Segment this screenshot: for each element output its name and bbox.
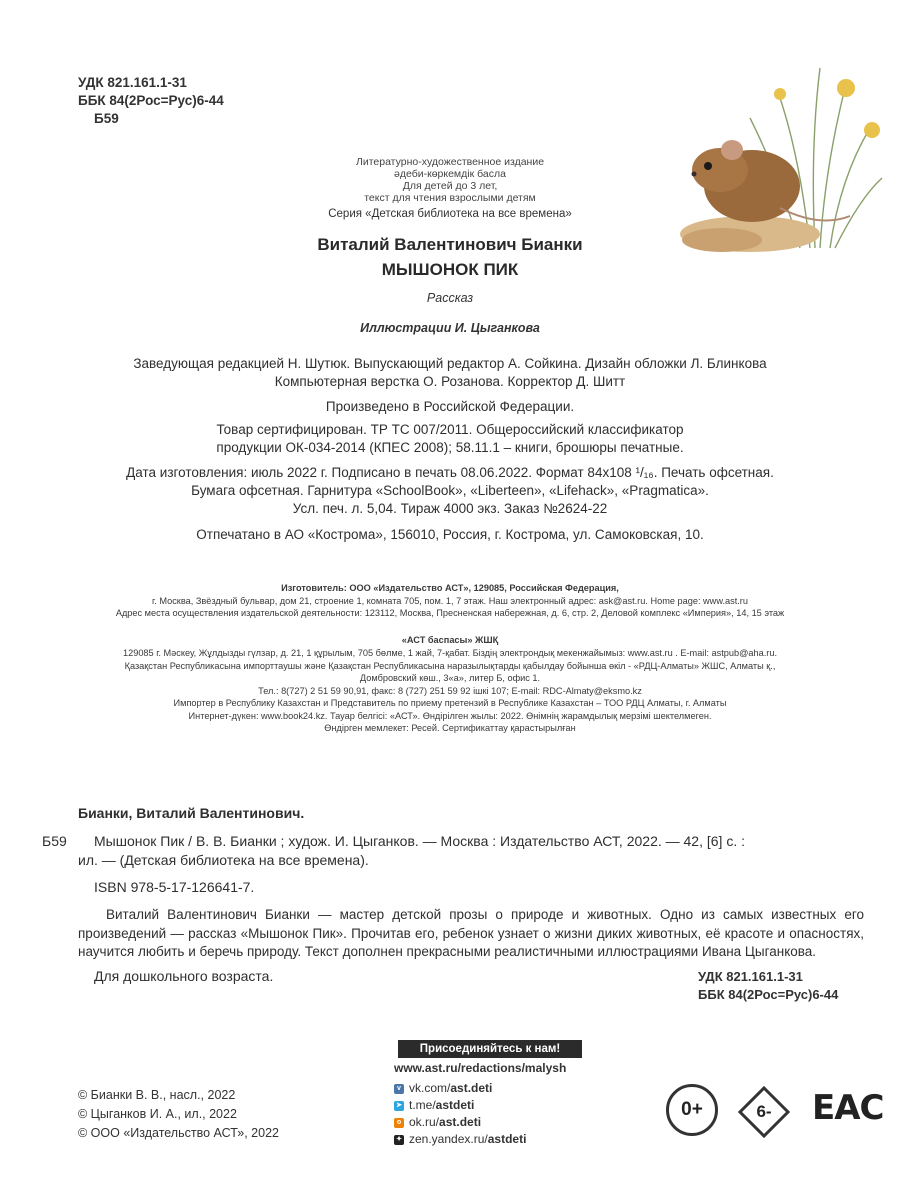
printed-at: Отпечатано в АО «Кострома», 156010, Россия, г. Кострома, ул. Самоковская, 10. [196,527,704,542]
catalog-code: Б59 [42,833,67,849]
book-title: МЫШОНОК ПИК [381,260,519,279]
staff-credits: Заведующая редакцией Н. Шутюк. Выпускающий редактор А. Сойкина. Дизайн обложки Л. Блинкова Компьютерная верстка О. Розанова. Корректор Д. Шитт [133,356,767,389]
copyright-block: © Бианки В. В., насл., 2022 © Цыганков И. А., ил., 2022 © ООО «Издательство АСТ», 2022 [78,1088,279,1140]
manufacturer-info: Изготовитель: ООО «Издательство АСТ», 129085, Российская Федерация, г. Москва, Звёздный бульвар, дом 21, строение 1, комната 705, пом. 1, 7 этаж. Наш электронный адрес: ask@ast.ru. Home page: www.ast.ru Адрес места осуществления издательской деятельности: 123112, Москва, Пресненская набережная, д. 6, стр. 2, Деловой комплекс «Империя», 14, 15 этаж [115,583,785,618]
age-rating-circle: 0+ [666,1084,718,1136]
bbk-code: ББК 84(2Рос=Рус)6-44 [78,93,224,108]
udk-code: УДК 821.161.1-31 [78,75,187,90]
social-link-telegram[interactable]: ➤ t.me/ astdeti [394,1097,526,1114]
kz-heading: «АСТ баспасы» ЖШҚ [401,635,499,645]
age-note: Для дошкольного возраста. [94,968,274,984]
author-name: Виталий Валентинович Бианки [317,235,583,254]
eac-mark: ЕАС [812,1088,884,1128]
odnoklassniki-icon: o [394,1118,404,1128]
telegram-icon: ➤ [394,1101,404,1111]
genre-label: Рассказ [426,291,474,305]
author-sign: Б59 [94,111,119,126]
vk-icon: v [394,1084,404,1094]
catalog-heading: Бианки, Виталий Валентинович. [78,805,305,821]
social-links [394,1080,526,1148]
social-link-zen[interactable]: ✦ zen.yandex.ru/ astdeti [394,1131,526,1148]
udk-bottom: УДК 821.161.1-31 ББК 84(2Рос=Рус)6-44 [698,969,839,1002]
isbn: ISBN 978-5-17-126641-7. [94,879,255,895]
social-link-ok[interactable]: o ok.ru/ ast.deti [394,1114,526,1131]
udk-header [78,74,224,128]
zen-icon: ✦ [394,1135,404,1145]
series-name: Серия «Детская библиотека на все времена» [328,208,572,220]
produced-in: Произведено в Российской Федерации. [325,399,575,414]
catalog-entry: Мышонок Пик / В. В. Бианки ; худож. И. Цыганков. — Москва : Издательство АСТ, 2022. — 42, [6] с. : [94,833,745,849]
join-us-banner: Присоединяйтесь к нам! [398,1040,582,1058]
social-link-vk[interactable]: v vk.com/ ast.deti [394,1080,526,1097]
certification: Товар сертифицирован. ТР ТС 007/2011. Общероссийский классификатор продукции ОК-034-2014 (КПЕС 2008); 58.11.1 – книги, брошюры печатные. [216,422,684,455]
age-rating-diamond: 6- [738,1086,790,1138]
publisher-url[interactable]: www.ast.ru/redactions/malysh [394,1061,567,1075]
kz-info: 129085 г. Мәскеу, Жұлдызды гүлзар, д. 21, 1 құрылым, 705 бөлме, 1 жай, 7-қабат. Біздің электрондық мекенжайымыз: www.ast.ru . E-mail: astpub@aha.ru. Қазақстан Республикасына импорттаушы және Қазақстан Республикасына наразылықтарды қабылдау бойынша өкіл - «РДЦ-Алматы» ЖШС, Алматы қ., Домбровский көш., 3«а», литер Б, офис 1. Тел.: 8(727) 2 51 59 90,91, факс: 8 (727) 251 59 92 ішкі 107; E-mail: RDC-Almaty@eksmo.kz Импортер в Республику Казахстан и Представитель по приему претензий в Республике Казахстан – ТОО РДЦ Алматы, г. Алматы Интернет-дүкен: www.book24.kz. Тауар белгісі: «АСТ». Өндірілген жылы: 2022. Өнімнің жарамдылық мерзімі шектелмеген. Өндірген мемлекет: Ресей. Сертификаттау қарастырылған [122,648,778,733]
edition-type: Литературно-художественное издание әдеби-көркемдік басла Для детей до 3 лет, текст для чтения взрослыми детям [355,156,545,204]
catalog-entry-cont: ил. — (Детская библиотека на все времена). [78,852,369,868]
print-info: Дата изготовления: июль 2022 г. Подписано в печать 08.06.2022. Формат 84x108 ¹/₁₆. Печать офсетная. Бумага офсетная. Гарнитура «SchoolBook», «Liberteen», «Lifehack», «Pragmatica». Усл. печ. л. 5,04. Тираж 4000 экз. Заказ №2624-22 [126,465,774,516]
annotation: Виталий Валентинович Бианки — мастер детской прозы о природе и животных. Одно из самых известных его произведений — рассказ «Мышонок Пик». Прочитав его, ребенок узнает о жизни диких животных, её красоте и опасностях, научится любить и беречь природу. Текст дополнен прекрасными реалистичными иллюстрациями Ивана Цыганкова. [78,907,864,959]
illustrator-credit: Иллюстрации И. Цыганкова [360,321,540,335]
